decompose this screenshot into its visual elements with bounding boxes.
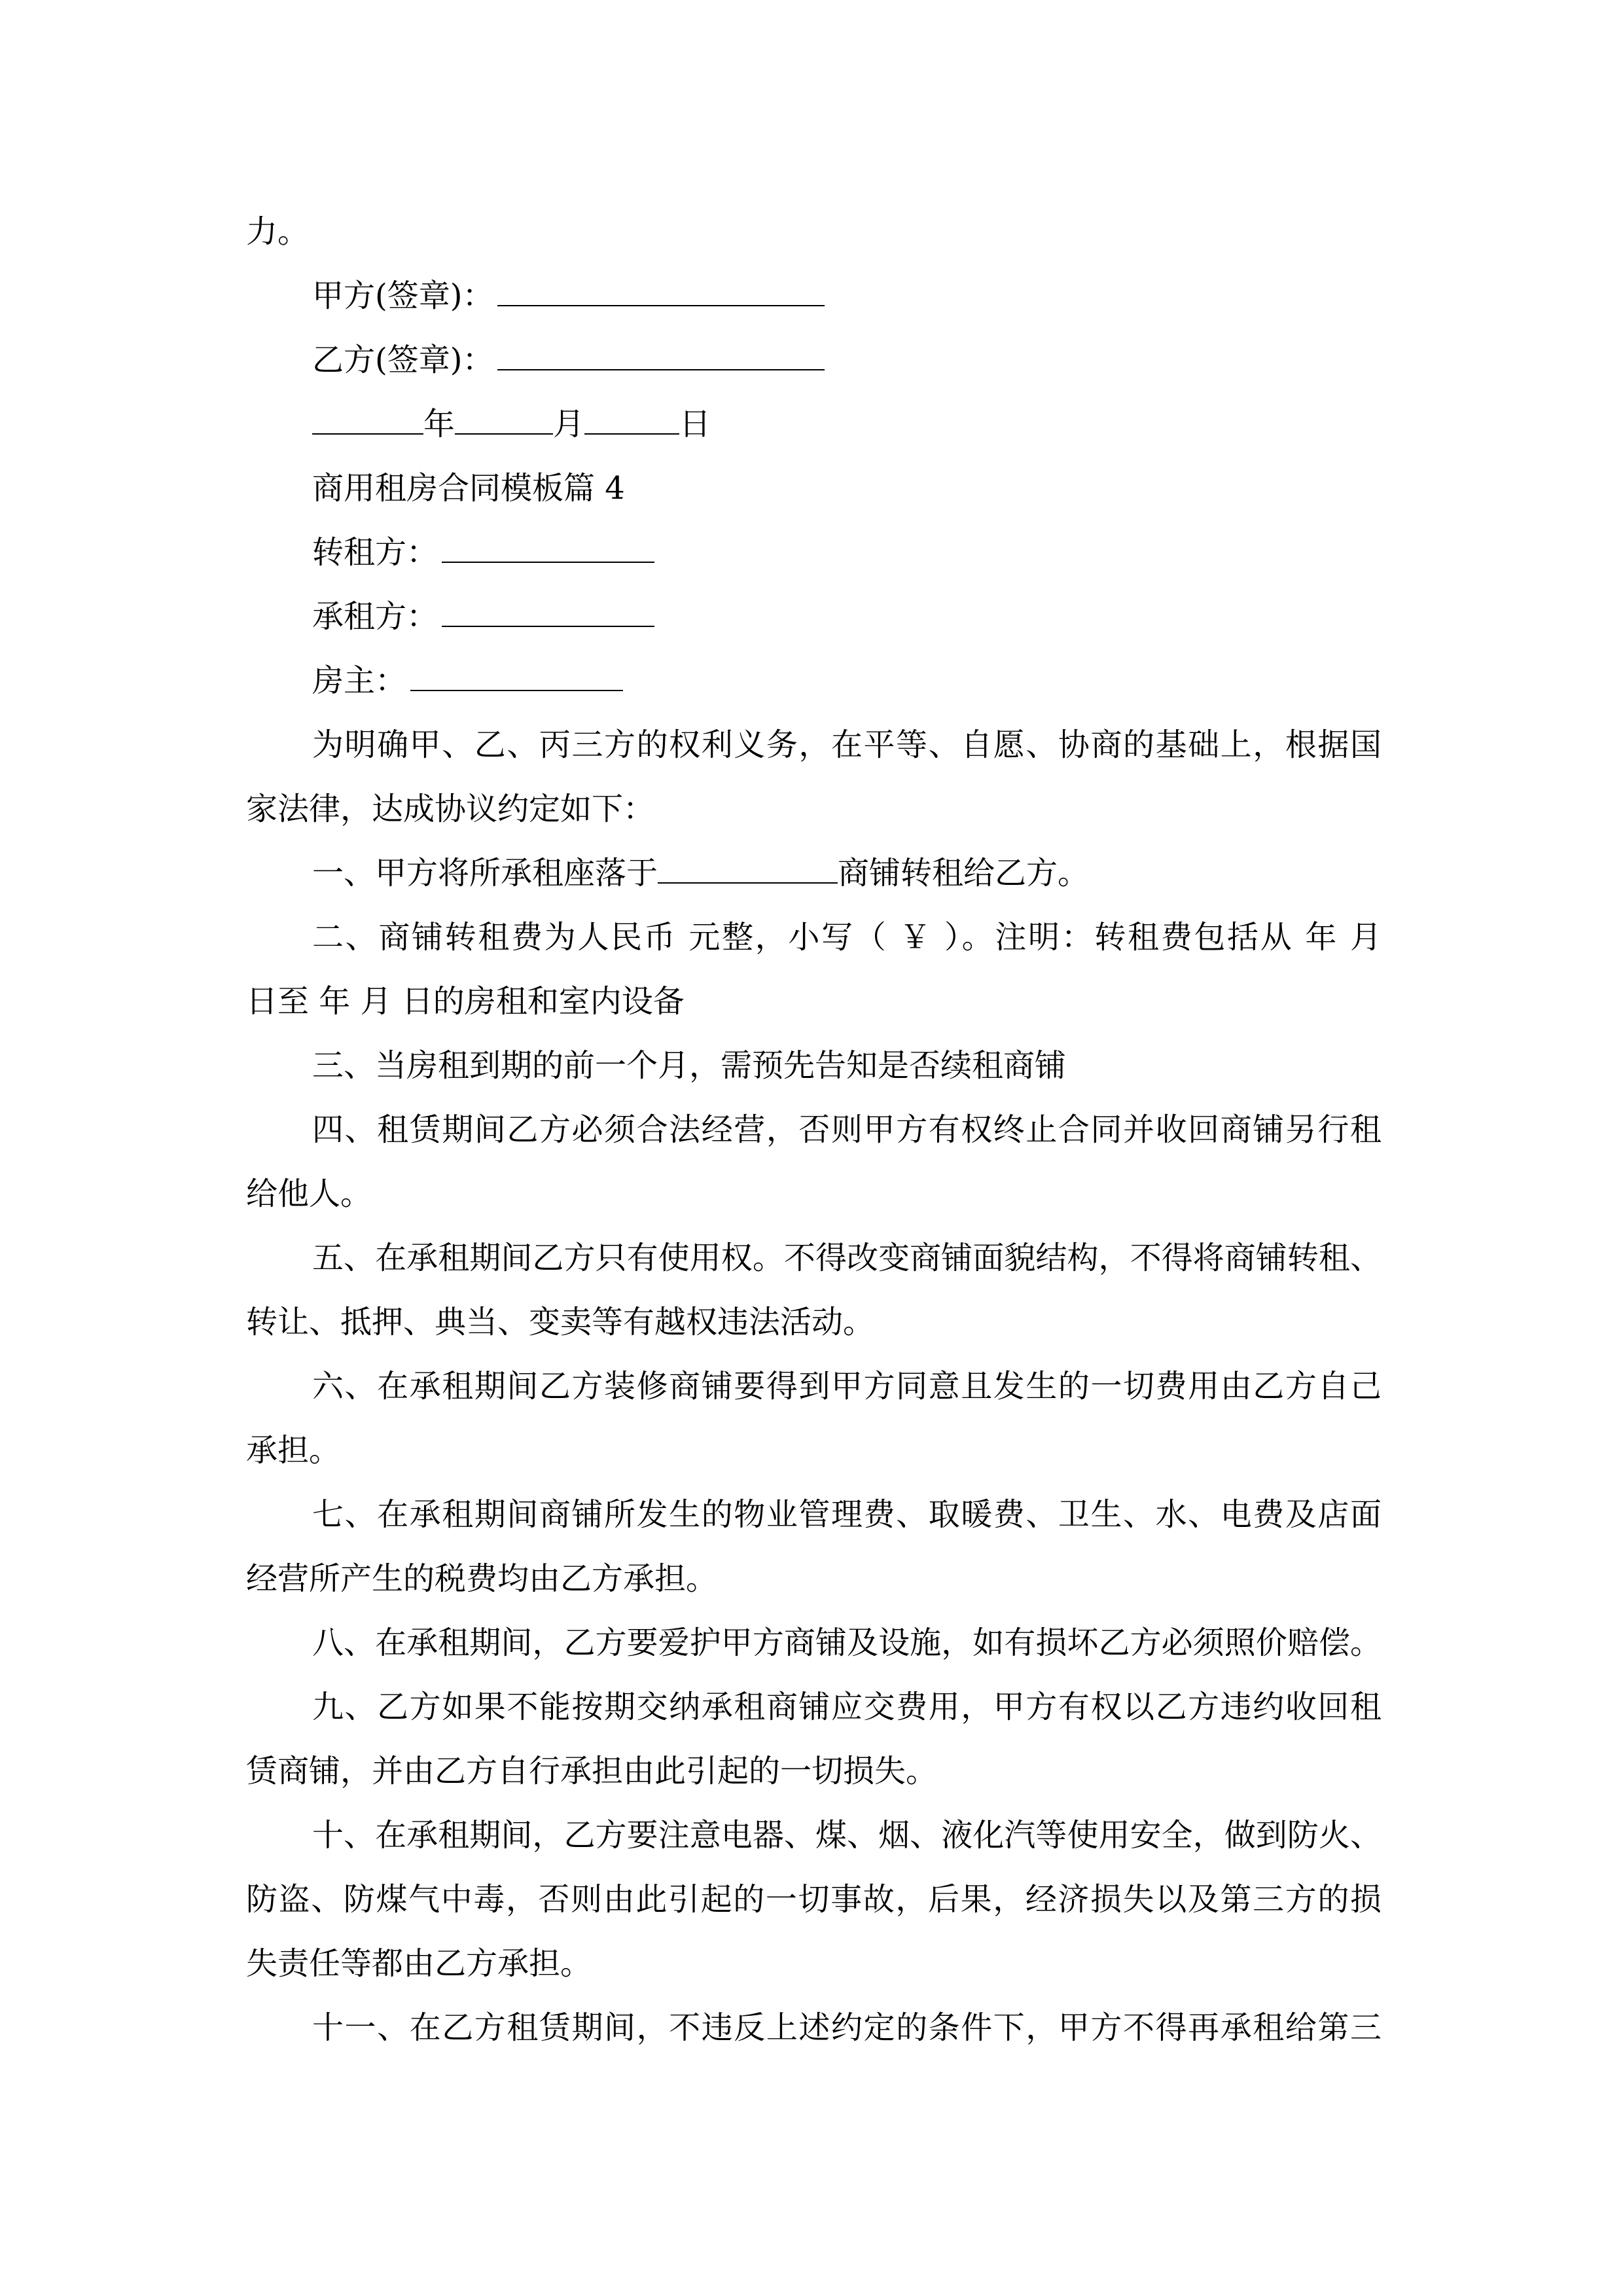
continuation-text: 力。 <box>246 213 310 250</box>
sublessor-line <box>246 520 1382 584</box>
party-a-signature-blank <box>497 267 825 306</box>
day-blank <box>584 395 679 435</box>
clause-10-line-3: 失责任等都由乙方承担。 <box>246 1945 592 1982</box>
sublessee-blank <box>442 588 654 627</box>
day-label: 日 <box>679 406 711 442</box>
month-label: 月 <box>553 406 585 442</box>
section-title: 商用租房合同模板篇 4 <box>312 470 625 507</box>
clause-5-line-2: 转让、抵押、典当、变卖等有越权违法活动。 <box>246 1304 875 1340</box>
clause-10-line-2: 防盗、防煤气中毒，否则由此引起的一切事故，后果，经济损失以及第三方的损 <box>246 1881 1382 1918</box>
intro-line-1: 为明确甲、乙、丙三方的权利义务，在平等、自愿、协商的基础上，根据国 <box>312 726 1382 763</box>
section-title-line <box>246 456 1382 520</box>
location-blank <box>658 844 838 884</box>
party-b-signature-blank <box>497 331 825 370</box>
clause-9-line-2: 赁商铺，并由乙方自行承担由此引起的一切损失。 <box>246 1753 938 1789</box>
month-blank <box>455 395 553 435</box>
clause-7-line-2: 经营所产生的税费均由乙方承担。 <box>246 1560 718 1597</box>
year-blank <box>312 395 423 435</box>
landlord-line <box>246 649 1382 713</box>
clause-1-before: 一、甲方将所承租座落于 <box>312 855 658 891</box>
clause-8-line: 八、在承租期间，乙方要爱护甲方商铺及设施，如有损坏乙方必须照价赔偿。 <box>312 1624 1382 1661</box>
clause-6-line-2: 承担。 <box>246 1432 341 1469</box>
sublessee-label: 承租方： <box>312 598 438 635</box>
date-line <box>246 392 1382 456</box>
clause-7-line-1: 七、在承租期间商铺所发生的物业管理费、取暖费、卫生、水、电费及店面 <box>312 1496 1382 1533</box>
clause-4-line-1: 四、租赁期间乙方必须合法经营，否则甲方有权终止合同并收回商铺另行租 <box>312 1111 1382 1148</box>
contract-body <box>246 200 1382 2060</box>
party-b-signature-label: 乙方(签章)： <box>312 342 494 378</box>
clause-1-after: 商铺转租给乙方。 <box>838 855 1090 891</box>
sublessor-label: 转租方： <box>312 534 438 571</box>
clause-6-line-1: 六、在承租期间乙方装修商铺要得到甲方同意且发生的一切费用由乙方自己 <box>312 1368 1382 1405</box>
landlord-blank <box>410 652 623 691</box>
clause-10-line-1: 十、在承租期间，乙方要注意电器、煤、烟、液化汽等使用安全，做到防火、 <box>312 1817 1382 1854</box>
party-a-signature-line <box>246 264 1382 328</box>
party-a-signature-label: 甲方(签章)： <box>312 278 494 314</box>
intro-line-2: 家法律，达成协议约定如下： <box>246 791 655 827</box>
sublessor-blank <box>442 524 654 563</box>
continuation-line <box>246 200 1382 264</box>
clause-4-line-2: 给他人。 <box>246 1175 372 1212</box>
sublessee-line <box>246 584 1382 649</box>
clause-11-line-1: 十一、在乙方租赁期间，不违反上述约定的条件下，甲方不得再承租给第三 <box>312 2009 1382 2046</box>
clause-2-line-1: 二、商铺转租费为人民币 元整，小写（ ￥ ）。注明：转租费包括从 年 月 <box>312 919 1382 956</box>
landlord-label: 房主： <box>312 662 407 699</box>
clause-5-line-1: 五、在承租期间乙方只有使用权。不得改变商铺面貌结构，不得将商铺转租、 <box>312 1240 1382 1276</box>
party-b-signature-line <box>246 328 1382 392</box>
year-label: 年 <box>423 406 455 442</box>
clause-3-line: 三、当房租到期的前一个月，需预先告知是否续租商铺 <box>312 1047 1067 1084</box>
clause-9-line-1: 九、乙方如果不能按期交纳承租商铺应交费用，甲方有权以乙方违约收回租 <box>312 1689 1382 1725</box>
clause-2-line-2: 日至 年 月 日的房租和室内设备 <box>246 983 685 1020</box>
clause-1-line <box>246 841 1382 905</box>
